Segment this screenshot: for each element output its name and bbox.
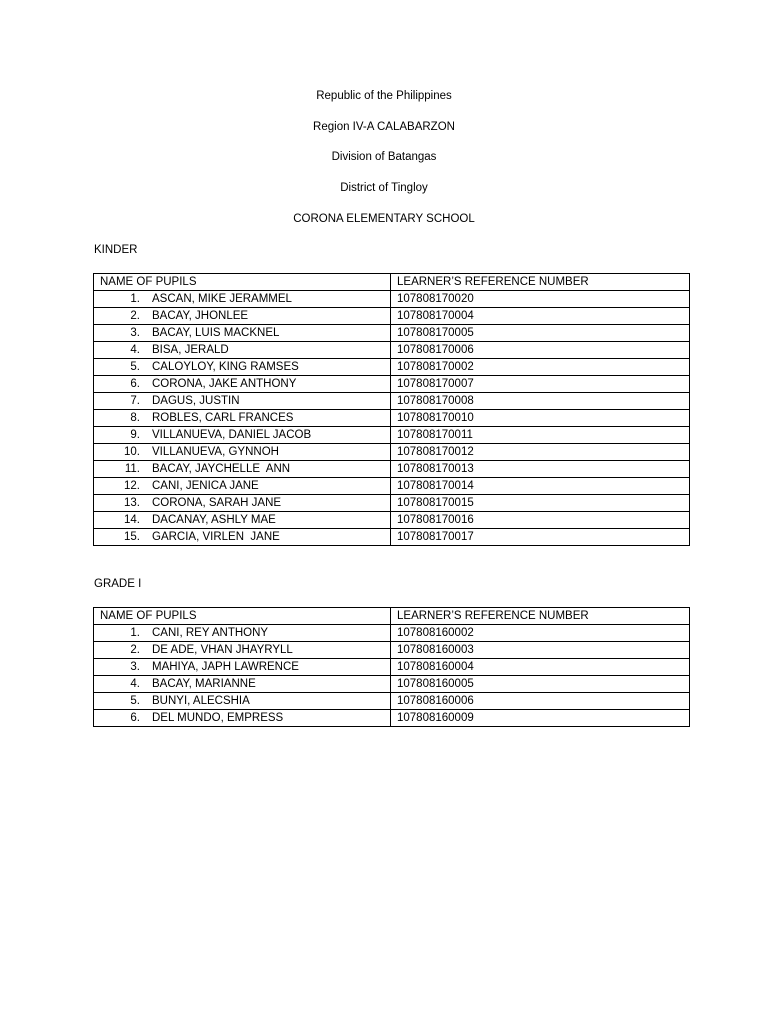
grade1-table-body <box>94 608 690 727</box>
row-number: 4. <box>130 678 140 690</box>
table-row <box>94 325 690 342</box>
pupil-name: BACAY, LUIS MACKNEL <box>152 327 280 339</box>
row-number: 5. <box>130 695 140 707</box>
row-number: 12. <box>124 480 140 492</box>
pupil-name-cell <box>94 291 391 308</box>
learner-reference-number: 107808160006 <box>391 693 690 710</box>
column-header-lrn: LEARNER’S REFERENCE NUMBER <box>391 608 690 625</box>
learner-reference-number: 107808160002 <box>391 625 690 642</box>
pupil-name-cell <box>94 710 391 727</box>
pupil-name: VILLANUEVA, GYNNOH <box>152 446 279 458</box>
kinder-table-body <box>94 274 690 546</box>
header-republic: Republic of the Philippines <box>316 90 452 102</box>
row-number: 1. <box>130 627 140 639</box>
learner-reference-number: 107808160009 <box>391 710 690 727</box>
row-number: 1. <box>130 293 140 305</box>
column-header-name: NAME OF PUPILS <box>94 608 391 625</box>
table-row <box>94 659 690 676</box>
row-number: 3. <box>130 327 140 339</box>
table-row <box>94 461 690 478</box>
header-region: Region IV-A CALABARZON <box>313 121 455 133</box>
learner-reference-number: 107808170002 <box>391 359 690 376</box>
pupil-name: BUNYI, ALECSHIA <box>152 695 250 707</box>
pupil-name-cell <box>94 342 391 359</box>
pupil-name-cell <box>94 625 391 642</box>
column-header-lrn: LEARNER’S REFERENCE NUMBER <box>391 274 690 291</box>
row-number: 3. <box>130 661 140 673</box>
row-number: 14. <box>124 514 140 526</box>
row-number: 11. <box>124 463 140 475</box>
pupil-name-cell <box>94 512 391 529</box>
row-number: 4. <box>130 344 140 356</box>
table-row <box>94 625 690 642</box>
pupil-name-cell <box>94 495 391 512</box>
pupil-name-cell <box>94 676 391 693</box>
pupil-name-cell <box>94 529 391 546</box>
learner-reference-number: 107808170006 <box>391 342 690 359</box>
pupil-name: CANI, JENICA JANE <box>152 480 259 492</box>
table-row <box>94 676 690 693</box>
pupil-name-cell <box>94 410 391 427</box>
table-row <box>94 308 690 325</box>
row-number: 9. <box>130 429 140 441</box>
pupil-name: BACAY, JHONLEE <box>152 310 249 322</box>
table-row <box>94 478 690 495</box>
pupil-name: GARCIA, VIRLEN JANE <box>152 531 280 543</box>
pupil-name: CALOYLOY, KING RAMSES <box>152 361 299 373</box>
pupil-name: DACANAY, ASHLY MAE <box>152 514 276 526</box>
pupil-name: DE ADE, VHAN JHAYRYLL <box>152 644 293 656</box>
row-number: 2. <box>130 644 140 656</box>
row-number: 13. <box>124 497 140 509</box>
row-number: 10. <box>124 446 140 458</box>
learner-reference-number: 107808170015 <box>391 495 690 512</box>
learner-reference-number: 107808170005 <box>391 325 690 342</box>
table-header-row <box>94 274 690 291</box>
pupil-name: CORONA, JAKE ANTHONY <box>152 378 297 390</box>
pupil-name-cell <box>94 308 391 325</box>
learner-reference-number: 107808170011 <box>391 427 690 444</box>
pupil-name: DAGUS, JUSTIN <box>152 395 240 407</box>
pupil-name-cell <box>94 642 391 659</box>
pupil-name-cell <box>94 461 391 478</box>
learner-reference-number: 107808170007 <box>391 376 690 393</box>
table-row <box>94 642 690 659</box>
kinder-table <box>93 273 690 546</box>
learner-reference-number: 107808160005 <box>391 676 690 693</box>
learner-reference-number: 107808170014 <box>391 478 690 495</box>
table-row <box>94 342 690 359</box>
pupil-name: MAHIYA, JAPH LAWRENCE <box>152 661 299 673</box>
row-number: 8. <box>130 412 140 424</box>
header-district: District of Tingloy <box>340 182 428 194</box>
pupil-name: CORONA, SARAH JANE <box>152 497 282 509</box>
table-row <box>94 393 690 410</box>
pupil-name: BISA, JERALD <box>152 344 229 356</box>
table-header-row <box>94 608 690 625</box>
table-row <box>94 529 690 546</box>
column-header-name: NAME OF PUPILS <box>94 274 391 291</box>
table-row <box>94 410 690 427</box>
learner-reference-number: 107808170012 <box>391 444 690 461</box>
learner-reference-number: 107808170017 <box>391 529 690 546</box>
pupil-name: DEL MUNDO, EMPRESS <box>152 712 284 724</box>
section-label-kinder: KINDER <box>94 244 138 256</box>
learner-reference-number: 107808160003 <box>391 642 690 659</box>
pupil-name: ASCAN, MIKE JERAMMEL <box>152 293 292 305</box>
row-number: 15. <box>124 531 140 543</box>
learner-reference-number: 107808170016 <box>391 512 690 529</box>
table-row <box>94 693 690 710</box>
learner-reference-number: 107808170010 <box>391 410 690 427</box>
row-number: 2. <box>130 310 140 322</box>
pupil-name-cell <box>94 659 391 676</box>
grade1-table <box>93 607 690 727</box>
pupil-name: VILLANUEVA, DANIEL JACOB <box>152 429 312 441</box>
learner-reference-number: 107808170020 <box>391 291 690 308</box>
table-row <box>94 512 690 529</box>
row-number: 7. <box>130 395 140 407</box>
pupil-name-cell <box>94 393 391 410</box>
table-row <box>94 427 690 444</box>
pupil-name: ROBLES, CARL FRANCES <box>152 412 294 424</box>
row-number: 6. <box>130 712 140 724</box>
pupil-name-cell <box>94 376 391 393</box>
pupil-name: BACAY, MARIANNE <box>152 678 256 690</box>
learner-reference-number: 107808170013 <box>391 461 690 478</box>
table-row <box>94 495 690 512</box>
pupil-name-cell <box>94 325 391 342</box>
pupil-name-cell <box>94 693 391 710</box>
learner-reference-number: 107808170008 <box>391 393 690 410</box>
pupil-name-cell <box>94 359 391 376</box>
table-row <box>94 444 690 461</box>
pupil-name-cell <box>94 444 391 461</box>
pupil-name-cell <box>94 478 391 495</box>
table-row <box>94 291 690 308</box>
pupil-name-cell <box>94 427 391 444</box>
row-number: 6. <box>130 378 140 390</box>
table-row <box>94 710 690 727</box>
section-label-grade1: GRADE I <box>94 578 142 590</box>
row-number: 5. <box>130 361 140 373</box>
learner-reference-number: 107808160004 <box>391 659 690 676</box>
table-row <box>94 359 690 376</box>
pupil-name: BACAY, JAYCHELLE ANN <box>152 463 291 475</box>
header-division: Division of Batangas <box>331 151 437 163</box>
table-row <box>94 376 690 393</box>
learner-reference-number: 107808170004 <box>391 308 690 325</box>
header-school: CORONA ELEMENTARY SCHOOL <box>293 213 475 225</box>
pupil-name: CANI, REY ANTHONY <box>152 627 269 639</box>
